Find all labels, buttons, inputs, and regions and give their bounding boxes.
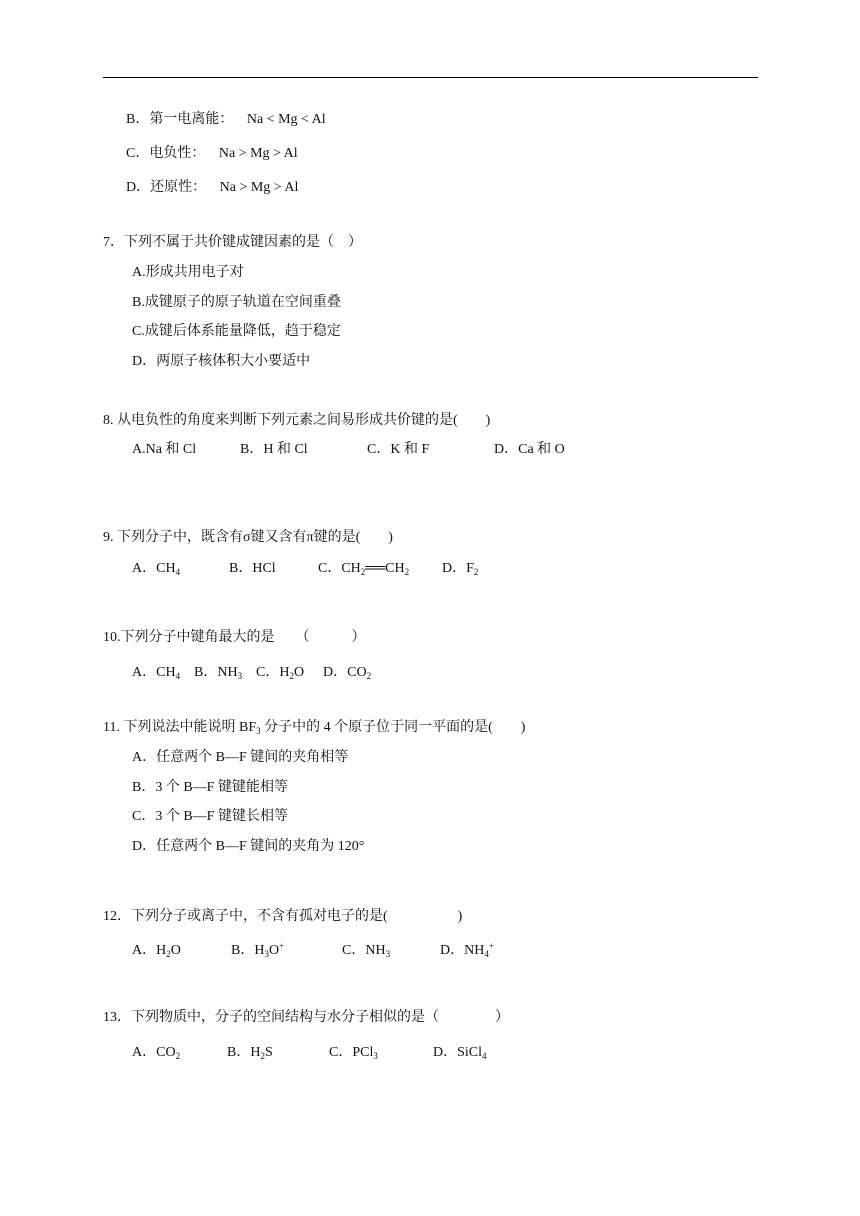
q11-stem: 11. 下列说法中能说明 $BF_3$ 分子中的 4 个原子位于同一平面的是( ) [103, 720, 526, 736]
q8-option-a: A.Na 和 Cl [132, 442, 197, 457]
q8-stem: 8. 从电负性的角度来判断下列元素之间易形成共价键的是( ) [103, 413, 491, 428]
q6-option-c-label: C．电负性： [126, 146, 206, 161]
q9-option-a: A．$CH_4$ [132, 561, 181, 577]
q7-option-c: C.成键后体系能量降低，趋于稳定 [132, 324, 341, 339]
q7-option-a: A.形成共用电子对 [132, 265, 244, 280]
q12-option-c: C．$NH_3$ [342, 943, 391, 959]
q11-option-b: B．3 个 B—F 键键能相等 [132, 780, 288, 795]
q6-option-c-value: Na > Mg > Al [218, 146, 298, 161]
q13-option-c: C．PCl$_3$ [329, 1045, 378, 1061]
q13-stem: 13．下列物质中，分子的空间结构与水分子相似的是（ ） [103, 1010, 509, 1025]
q13-option-b: B．$H_2S$ [227, 1045, 273, 1061]
q10-option-d: D．$CO_2$ [323, 665, 372, 681]
q6-option-d-value: Na > Mg > Al [219, 180, 299, 195]
q6-option-b [126, 111, 326, 129]
q10-option-b: B．$NH_3$ [194, 665, 243, 681]
q9-option-d: D．$F_2$ [442, 561, 479, 577]
header-rule [103, 77, 758, 78]
q8-option-c: C．K 和 F [367, 442, 430, 457]
q6-option-b-value: Na < Mg < Al [246, 112, 326, 127]
q6-option-d-label: D．还原性： [126, 180, 207, 195]
q7-option-b: B.成键原子的原子轨道在空间重叠 [132, 295, 341, 310]
q9-stem: 9. 下列分子中，既含有σ键又含有π键的是( ) [103, 530, 393, 545]
q9-option-b: B．HCl [229, 561, 276, 576]
q8-option-b: B．H 和 Cl [240, 442, 308, 457]
q13-option-a: A．$CO_2$ [132, 1045, 181, 1061]
q7-option-d: D．两原子核体积大小要适中 [132, 354, 311, 369]
q10-option-a: A．$CH_4$ [132, 665, 181, 681]
q10-option-c: C．$H_2O$ [256, 665, 305, 681]
q10-stem: 10.下列分子中键角最大的是 （ ） [103, 630, 366, 645]
q6-option-c [126, 145, 298, 163]
q13-option-d: D．SiCl$_4$ [433, 1045, 487, 1061]
q12-stem: 12．下列分子或离子中，不含有孤对电子的是( ) [103, 909, 463, 924]
q11-option-a: A．任意两个 B—F 键间的夹角相等 [132, 750, 349, 765]
q12-option-b: B．$H_3O^+$ [231, 941, 285, 959]
q12-option-d: D．$NH_4^+$ [440, 941, 494, 959]
q11-option-d: D．任意两个 B—F 键间的夹角为 120° [132, 839, 365, 854]
q12-option-a: A．$H_2O$ [132, 943, 181, 959]
q8-option-d: D．Ca 和 O [494, 442, 565, 457]
q7-stem: 7．下列不属于共价键成键因素的是（ ） [103, 235, 362, 250]
q11-option-c: C．3 个 B—F 键键长相等 [132, 809, 288, 824]
q6-option-d [126, 179, 298, 197]
q6-option-b-label: B．第一电离能： [126, 112, 234, 127]
q9-option-c: C．$CH_2══CH_2$ [318, 561, 410, 577]
